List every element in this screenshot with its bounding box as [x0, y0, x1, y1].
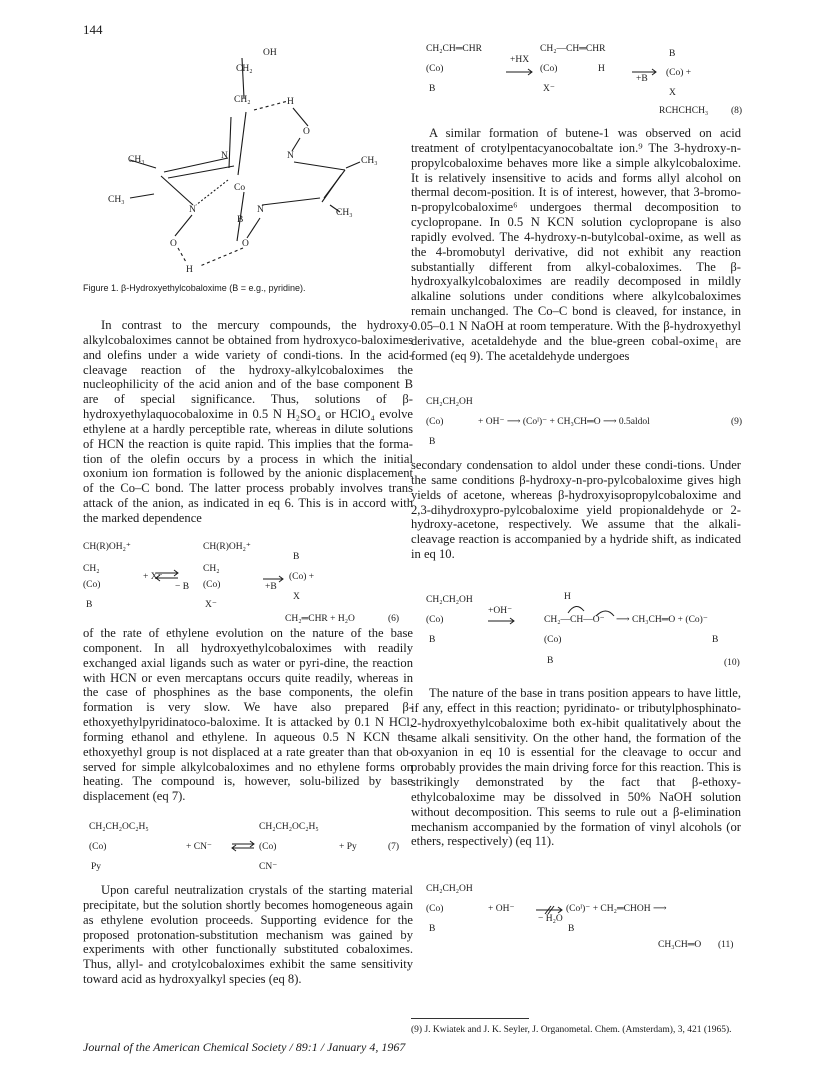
- eq10-oh: +OH⁻: [488, 606, 513, 616]
- eq10-mid: CH₂—CH—O⁻: [544, 615, 605, 625]
- page-number: 144: [83, 22, 103, 37]
- paragraph: In contrast to the mercury compounds, the hydroxy-alkylcobaloximes cannot be obtained from hydroxyco-baloximes and olefins under a wide variety of condi-tions. In the acid-cleavage reaction of the hydroxy-alkylcobaloximes the nucleophilicity of the acid anion and of the base component B are of special significance. Thus, solutions of β-hydroxyethylaquocobaloxime in 0.5 N H₂SO₄ or HClO₄ evolve ethylene at a hardly perceptible rate, whereas in dilute solutions of HCN the reaction is quite rapid. This implies that the forma-tion of the olefin occurs by a process in which the initial oxonium ion formation is followed by the anionic displacement of the Co–C bond. The latter process probably involves trans attack of the anion, as indicated in eq 6. This is in accord with the marked dependence: [83, 318, 413, 525]
- atom-oh: OH: [263, 48, 277, 58]
- atom-n4: N: [257, 205, 264, 215]
- atom-o-left: O: [170, 239, 177, 249]
- atom-h-top: H: [287, 97, 294, 107]
- eq7-p2: (Co): [259, 842, 277, 852]
- eq6-p3: (Co): [203, 580, 221, 590]
- eq7-p3: CN⁻: [259, 862, 278, 872]
- eq9-number: (9): [731, 417, 743, 427]
- eq10-b2: B: [712, 635, 719, 645]
- atom-h-bottom: H: [186, 265, 193, 275]
- atom-ch2-b: CH₂: [234, 95, 251, 105]
- atom-n1: N: [221, 151, 228, 161]
- eq11-b2: B: [568, 924, 575, 934]
- eq8-q3: X: [669, 88, 676, 98]
- atom-o-top: O: [303, 127, 310, 137]
- eq6-r4: B: [86, 600, 93, 610]
- eq9-r1: CH₂CH₂OH: [426, 397, 473, 407]
- atom-n3: N: [189, 205, 196, 215]
- eq7-p1: CH₂CH₂OC₂H₅: [259, 822, 319, 832]
- eq10-b: B: [547, 656, 554, 666]
- eq8-h: H: [598, 64, 605, 74]
- eq8-plus-b: +B: [636, 74, 648, 84]
- paragraph: Upon careful neutralization crystals of the starting material precipitate, but the solution shortly becomes homogeneous again as ethylene evolution proceeds. Supporting evidence for the proposed protonation-substitution mechanism was gained by experiments with other functionally substituted cobaloximes. Thus, allyl- and crotylcobaloximes exhibit the same sensitivity toward acid as hydroxyalkyl species (eq 8).: [83, 883, 413, 987]
- footnote-rule: [411, 1018, 529, 1019]
- eq10-r2: (Co): [426, 615, 444, 625]
- eq10-co: (Co): [544, 635, 562, 645]
- atom-ch3-4: CH₃: [336, 208, 353, 218]
- eq11-number: (11): [718, 940, 734, 950]
- footnote: (9) J. Kwiatek and J. K. Seyler, J. Organometal. Chem. (Amsterdam), 3, 421 (1965).: [411, 1025, 732, 1035]
- paragraph: secondary condensation to aldol under these condi-tions. Under the same conditions β-hydroxy-n-pro-pylcobaloxime gives high yields of acetone, whereas β-hydroxyisopropylcobaloxime and 2,3-dihydroxypro-pylcobaloxime yield propionaldehyde or 2-hydroxy-acetone, respectively. We assume that the alkali-cleavage reaction is accompanied by a hydride shift, as indicated in eq 10.: [411, 458, 741, 562]
- eq9-r3: B: [429, 437, 436, 447]
- eq9-mid: + OH⁻ ⟶ (Coᴵ)⁻ + CH₃CH═O ⟶ 0.5aldol: [478, 417, 650, 427]
- eq10-r1: CH₂CH₂OH: [426, 595, 473, 605]
- paragraph: The nature of the base in trans position appears to have little, if any, effect in this reaction; pyridinato- or tributylphosphinato-2-hydroxyethylcobaloxime both ex-hibit qualitatively about the same alkali sensitivity. On the other hand, the formation of the oxyanion in eq 10 is essential for the cleavage to occur and probably provides the main driving force for this reaction. This is strikingly demonstrated by the fact that β-ethoxy-ethylcobaloxime may be dissolved in 50% NaOH solution without decomposition. This seems to rule out a β-elimination mechanism accompanied by the formation of vinyl alcohols (or ethers, respectively) (eq 11).: [411, 686, 741, 849]
- eq6-p1: CH(R)OH₂⁺: [203, 542, 251, 552]
- eq8-q4: RCHCHCH₃: [659, 106, 709, 116]
- eq7-py: + Py: [339, 842, 357, 852]
- eq7-r1: CH₂CH₂OC₂H₅: [89, 822, 149, 832]
- eq6-p2: CH₂: [203, 564, 220, 574]
- eq8-p3: X⁻: [543, 84, 555, 94]
- eq6-r3: (Co): [83, 580, 101, 590]
- eq6-q3: X: [293, 592, 300, 602]
- eq11-h2o: − H₂O: [538, 914, 563, 924]
- eq11-r2: (Co): [426, 904, 444, 914]
- eq10-number: (10): [724, 658, 740, 668]
- eq6-number: (6): [388, 614, 400, 624]
- eq7-plus: + CN⁻: [186, 842, 212, 852]
- eq6-plus: + X⁻: [143, 572, 163, 582]
- eq11-mid: + OH⁻: [488, 904, 515, 914]
- eq9-r2: (Co): [426, 417, 444, 427]
- eq10-r3: B: [429, 635, 436, 645]
- atom-co: Co: [234, 183, 246, 193]
- atom-n2: N: [287, 151, 294, 161]
- figure-caption: Figure 1. β-Hydroxyethylcobaloxime (B = e.g., pyridine).: [83, 283, 306, 293]
- atom-ch2-a: CH₂: [236, 64, 253, 74]
- eq8-r3: B: [429, 84, 436, 94]
- atom-ch3-1: CH₃: [128, 155, 145, 165]
- eq8-number: (8): [731, 106, 743, 116]
- paragraph: A similar formation of butene-1 was observed on acid treatment of crotylpentacyanocobaltate ion.⁹ The 3-hydroxy-n-propylcobaloxime behaves more like a simple alkylcobaloxime. It is relatively insensitive to acids and forms allyl alcohol on thermal decom-position. It is of interest, however, that 3-bromo-n-propylcobaloxime⁶ undergoes thermal decomposition to cyclopropane. In 0.5 N KCN solution cyclopropane is also rapidly evolved. The 4-hydroxy-n-butylcobal-oxime, as well as the 4-bromobutyl derivative, did not exhibit any reaction substantially different from alkyl-cobaloximes. The β-hydroxyalkylcobaloximes are readily decomposed in mildly alkaline solutions under conditions where alkylcobaloximes remain unchanged. The Co–C bond is cleaved, for instance, in 0.05–0.1 N NaOH at room temperature. With the β-hydroxyethyl derivative, acetaldehyde and the blue-green cobal-oxime₁ are formed (eq 9). The acetaldehyde undergoes: [411, 126, 741, 363]
- paragraph: of the rate of ethylene evolution on the nature of the base component. In all hydroxyethylcobaloximes with readily exchanged axial ligands such as water or pyri-dine, the reaction with HCN or even mercaptans occurs quite readily, whereas in the case of phosphines as the base components, the olefin formation is very slow. We have also prepared β-ethoxyethylpyridinatoco-baloxime. It is attacked by 0.1 N HCl, forming ethanol and ethylene. In aqueous 0.5 N KCN the ethoxyethyl group is not displaced at a rate greater than that ob-served for simple alkylcobaloximes and no ethylene forms on heating. The compound is, however, solu-bilized by base displacement (eq 7).: [83, 626, 413, 804]
- journal-footer: Journal of the American Chemical Society / 89:1 / January 4, 1967: [83, 1040, 406, 1054]
- eq6-r2: CH₂: [83, 564, 100, 574]
- eq6-r1: CH(R)OH₂⁺: [83, 542, 131, 552]
- eq6-minus-b: − B: [175, 582, 190, 592]
- atom-ch3-2: CH₃: [361, 156, 378, 166]
- atom-o-right: O: [242, 239, 249, 249]
- eq8-q2: (Co) +: [666, 68, 692, 78]
- eq7-r3: Py: [91, 862, 102, 872]
- eq6-q1: B: [293, 552, 300, 562]
- eq8-hx: +HX: [510, 55, 530, 65]
- atom-ch3-3: CH₃: [108, 195, 125, 205]
- eq10-prod: ⟶ CH₃CH═O + (Co)⁻: [616, 615, 708, 625]
- eq11-last: CH₃CH═O: [658, 940, 702, 950]
- eq6-q4: CH₂═CHR + H₂O: [285, 614, 355, 624]
- eq11-prod: (Coᴵ)⁻ + CH₂═CHOH ⟶: [566, 904, 667, 914]
- eq11-r1: CH₂CH₂OH: [426, 884, 473, 894]
- eq10-h: H: [564, 592, 571, 602]
- eq7-number: (7): [388, 842, 400, 852]
- eq6-p4: X⁻: [205, 600, 217, 610]
- eq11-r3: B: [429, 924, 436, 934]
- eq8-p1: CH₂—CH═CHR: [540, 44, 606, 54]
- atom-b: B: [237, 215, 244, 225]
- eq8-p2: (Co): [540, 64, 558, 74]
- eq8-r1: CH₂CH═CHR: [426, 44, 482, 54]
- eq7-r2: (Co): [89, 842, 107, 852]
- eq8-r2: (Co): [426, 64, 444, 74]
- eq6-plus-b: +B: [265, 582, 277, 592]
- eq8-q1: B: [669, 49, 676, 59]
- eq6-q2: (Co) +: [289, 572, 315, 582]
